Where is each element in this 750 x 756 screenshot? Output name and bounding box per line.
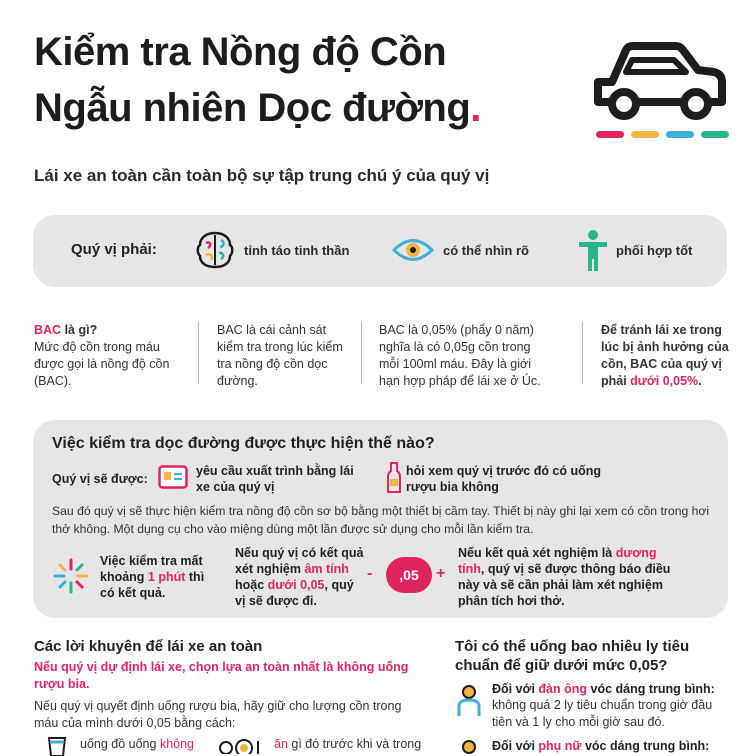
glass-icon [46,736,68,756]
advice-warning: Nếu quý vị dự định lái xe, chọn lựa an toàn nhất là không uống rượu bia. [34,660,409,691]
check-description: Sau đó quý vị sẽ thực hiện kiểm tra nồng độ cồn sơ bộ bằng một thiết bị cầm tay. Thiết bị này ghi lại xem có cồn trong hơi thở không. Một dụng cụ cho vào miệng dùng một lần được sử dụng cho mỗi lần kiểm tra. [52,504,710,536]
divider [198,322,199,384]
brain-icon [194,229,236,271]
info-col-limit: BAC là 0,05% (phẩy 0 năm) nghĩa là có 0,05g cồn trong mỗi 100ml máu. Đây là giới hạn hợp pháp để lái xe ở Úc. [379,323,541,388]
timer-burst-icon [52,557,90,595]
negative-result: Nếu quý vị có kết quả xét nghiệm âm tính hoặc dưới 0,05, quý vị sẽ được đi. [235,546,364,608]
requirements-label: Quý vị phải: [71,241,157,258]
license-icon [158,465,188,489]
advice-title: Các lời khuyên để lái xe an toàn [34,638,263,655]
title-line-1: Kiểm tra Nồng độ Cồn [34,30,447,74]
divider [361,322,362,384]
man-icon [456,684,482,718]
stripe-blue [666,131,694,138]
men-text: không quá 2 ly tiêu chuẩn trong giờ đầu tiên và 1 ly cho mỗi giờ sau đó. [492,698,713,729]
eye-icon [392,233,434,267]
woman-icon [456,738,482,754]
info-col-avoid: Để tránh lái xe trong lúc bị ảnh hưởng của cồn, BAC của quý vị phải dưới 0,05%. [601,323,729,388]
minus-sign: - [367,565,373,582]
person-icon [576,229,610,273]
men-heading: Đối với đàn ông vóc dáng trung bình: [492,682,715,696]
requirement-alert: tỉnh táo tinh thần [244,243,350,258]
title-line-2: Ngẫu nhiên Dọc đường. [34,86,481,130]
women-heading: Đối với phụ nữ vóc dáng trung bình: [492,739,710,753]
positive-result: Nếu kết quả xét nghiệm là dương tính, quý vị sẽ được thông báo điều này và sẽ cần phải làm xét nghiệm phân tích hơi thở. [458,546,671,608]
time-result: Việc kiểm tra mất khoảng 1 phút thì có kết quả. [100,554,205,600]
divider [582,322,583,384]
advice-text: Nếu quý vị quyết định uống rượu bia, hãy giữ cho lượng cồn trong máu của mình dưới 0,05 bằng cách: [34,699,402,730]
asked-license: yêu cầu xuất trình bằng lái xe của quý vị [196,464,354,494]
asked-drinking: hỏi xem quý vị trước đó có uống rượu bia không [406,464,602,494]
bac-limit-badge: ,05 [386,557,432,593]
color-stripes [596,131,730,139]
plus-sign: + [436,565,446,582]
info-col-what-is-bac: BAC là gì? Mức độ cồn trong máu được gọi là nồng độ cồn (BAC). [34,323,170,388]
advice-bullet-2: ăn gì đó trước khi và trong [274,737,422,751]
stripe-green [701,131,729,138]
stripe-red [596,131,624,138]
page-title [34,24,594,136]
stripe-yellow [631,131,659,138]
bac-term: BAC [34,323,62,337]
check-title: Việc kiểm tra dọc đường được thực hiện thế nào? [52,435,435,452]
asked-label: Quý vị sẽ được: [52,472,148,486]
title-dot: . [470,86,481,130]
requirement-coordination: phối hợp tốt [616,243,693,258]
subtitle: Lái xe an toàn cần toàn bộ sự tập trung chú ý của quý vị [34,166,490,185]
car-icon [590,38,730,122]
requirement-vision: có thể nhìn rõ [443,243,529,258]
plate-icon [218,738,266,754]
bottle-icon [386,462,402,494]
advice-bullet-1: uống đồ uống không [80,737,195,751]
info-col-police: BAC là cái cảnh sát kiểm tra trong lúc kiểm tra nồng độ cồn dọc đường. [217,323,343,388]
drinks-title: Tôi có thể uống bao nhiêu ly tiêu chuẩn để giữ dưới mức 0,05? [455,638,690,674]
